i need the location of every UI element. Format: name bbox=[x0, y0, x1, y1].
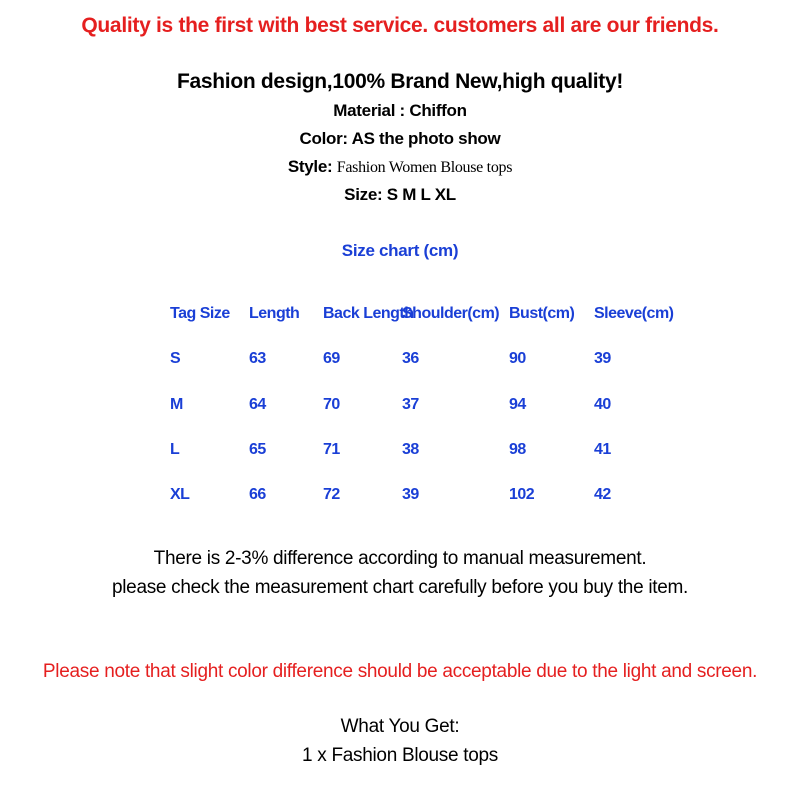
table-cell: 36 bbox=[402, 350, 419, 367]
column-header: Shoulder(cm) bbox=[402, 305, 500, 322]
color-value: AS the photo show bbox=[351, 129, 501, 148]
measurement-note-line2: please check the measurement chart carefully before you buy the item. bbox=[111, 577, 688, 598]
quality-banner: Quality is the first with best service. customers all are our friends. bbox=[81, 14, 719, 37]
table-cell: 66 bbox=[249, 486, 266, 503]
table-cell: 63 bbox=[249, 350, 266, 367]
style-line bbox=[0, 157, 800, 177]
table-cell: 37 bbox=[402, 396, 419, 413]
table-cell: 39 bbox=[594, 350, 611, 367]
table-cell: S bbox=[170, 350, 181, 367]
style-value: Fashion Women Blouse tops bbox=[336, 159, 513, 176]
table-cell: 65 bbox=[249, 441, 266, 458]
table-cell: XL bbox=[170, 486, 190, 503]
table-cell: 102 bbox=[509, 486, 535, 503]
column-header: Tag Size bbox=[170, 305, 230, 322]
column-header: Sleeve(cm) bbox=[594, 305, 674, 322]
column-header: Bust(cm) bbox=[509, 305, 575, 322]
table-cell: 90 bbox=[509, 350, 526, 367]
column-header: Length bbox=[249, 305, 300, 322]
table-cell: 94 bbox=[509, 396, 526, 413]
color-line bbox=[0, 129, 800, 149]
table-cell: 42 bbox=[594, 486, 611, 503]
package-title: What You Get: bbox=[340, 716, 460, 737]
size-line: Size: S M L XL bbox=[344, 185, 456, 204]
table-cell: 70 bbox=[323, 396, 340, 413]
table-cell: L bbox=[170, 441, 180, 458]
package-item: 1 x Fashion Blouse tops bbox=[302, 745, 498, 766]
table-cell: 38 bbox=[402, 441, 419, 458]
table-cell: 41 bbox=[594, 441, 611, 458]
table-cell: 71 bbox=[323, 441, 340, 458]
table-cell: M bbox=[170, 396, 183, 413]
color-label: Color: bbox=[299, 129, 348, 148]
table-cell: 40 bbox=[594, 396, 611, 413]
style-label: Style: bbox=[287, 157, 333, 176]
color-difference-note: Please note that slight color difference should be acceptable due to the light and screen. bbox=[42, 661, 758, 682]
table-cell: 69 bbox=[323, 350, 340, 367]
table-cell: 72 bbox=[323, 486, 340, 503]
measurement-note-line1: There is 2-3% difference according to manual measurement. bbox=[153, 548, 647, 569]
size-chart-title: Size chart (cm) bbox=[341, 241, 459, 260]
product-headline: Fashion design,100% Brand New,high quality! bbox=[176, 70, 624, 93]
column-header: Back Length bbox=[323, 305, 414, 322]
table-cell: 64 bbox=[249, 396, 266, 413]
table-cell: 98 bbox=[509, 441, 526, 458]
material-line: Material : Chiffon bbox=[333, 101, 467, 120]
table-cell: 39 bbox=[402, 486, 419, 503]
